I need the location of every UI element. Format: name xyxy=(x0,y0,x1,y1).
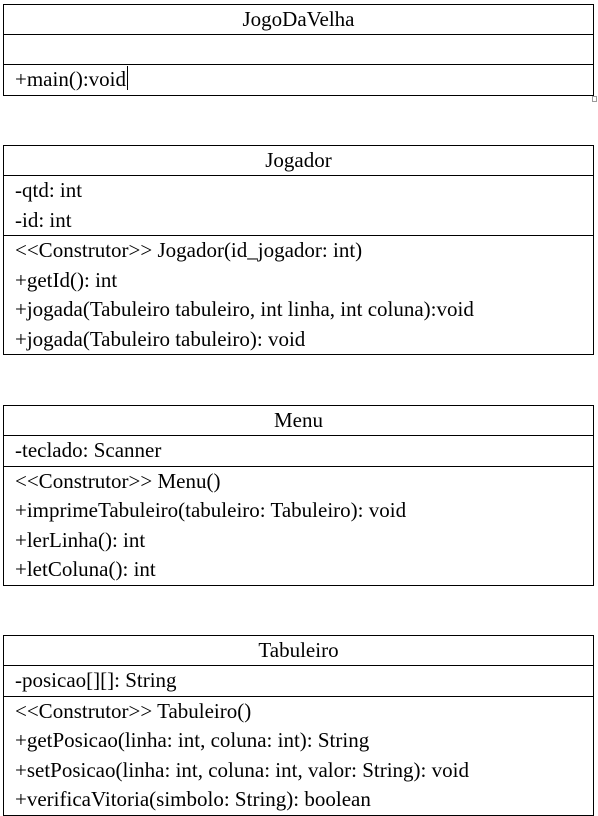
attribute: -posicao[][]: String xyxy=(15,668,177,692)
class-box-jogador xyxy=(3,145,594,355)
attributes-section xyxy=(4,666,593,697)
class-name: Jogador xyxy=(4,146,593,176)
text-cursor xyxy=(127,66,128,90)
method xyxy=(15,65,593,95)
method: +getId(): int xyxy=(15,267,118,292)
attributes-section xyxy=(4,35,593,65)
methods-section xyxy=(4,236,593,354)
attribute: -qtd: int xyxy=(15,178,83,202)
method: +setPosicao(linha: int, coluna: int, valor: String): void xyxy=(15,757,469,782)
method: +jogada(Tabuleiro tabuleiro): void xyxy=(15,326,306,351)
class-box-menu xyxy=(3,405,594,586)
attribute: -id: int xyxy=(15,207,72,232)
attributes-section xyxy=(4,176,593,236)
class-name: JogoDaVelha xyxy=(4,5,593,35)
methods-section xyxy=(4,697,593,815)
class-name: Menu xyxy=(4,406,593,436)
method: +verificaVitoria(simbolo: String): boolean xyxy=(15,787,371,811)
class-box-jogodavelha xyxy=(3,4,594,96)
method: +jogada(Tabuleiro tabuleiro, int linha, int coluna):void xyxy=(15,297,474,321)
methods-section xyxy=(4,65,593,95)
method: +imprimeTabuleiro(tabuleiro: Tabuleiro): void xyxy=(15,498,407,522)
resize-handle[interactable] xyxy=(592,96,597,102)
method: <<Construtor>> Menu() xyxy=(15,468,221,493)
method-text: +main():void xyxy=(15,67,126,91)
methods-section xyxy=(4,467,593,585)
class-box-tabuleiro xyxy=(3,635,594,816)
method: +lerLinha(): int xyxy=(15,527,146,552)
attribute: -teclado: Scanner xyxy=(15,438,162,462)
method: <<Construtor>> Tabuleiro() xyxy=(15,698,252,723)
method: +letColuna(): int xyxy=(15,557,156,581)
method: +getPosicao(linha: int, coluna: int): String xyxy=(15,728,370,752)
class-name: Tabuleiro xyxy=(4,636,593,666)
attributes-section xyxy=(4,436,593,467)
method: <<Construtor>> Jogador(id_jogador: int) xyxy=(15,238,363,262)
